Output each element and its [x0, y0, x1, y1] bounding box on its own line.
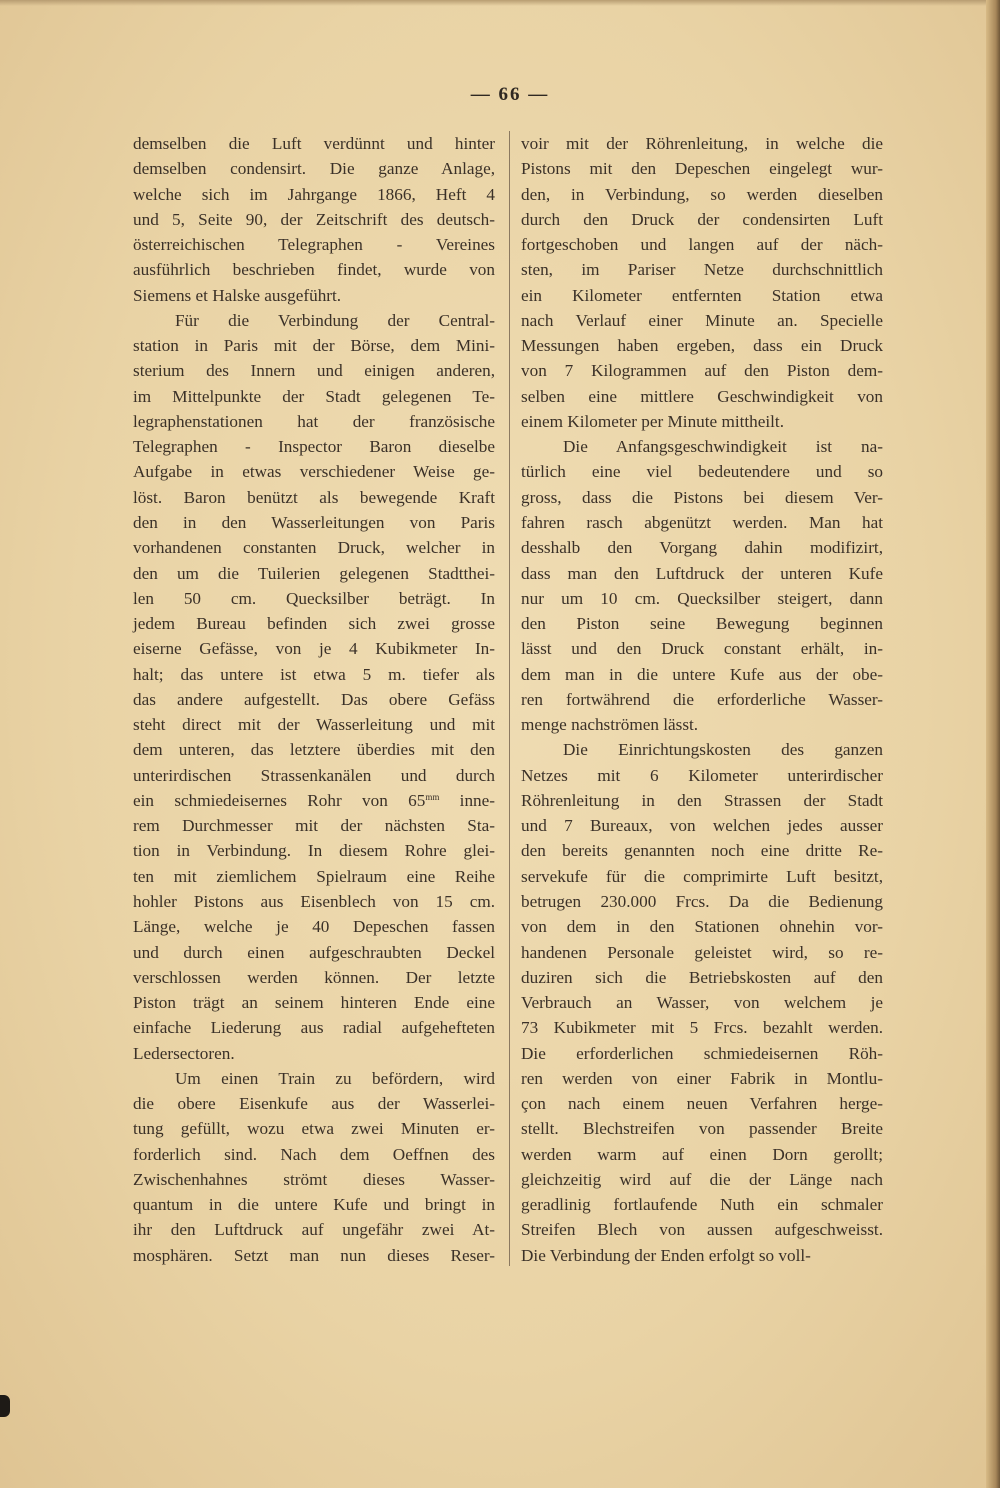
text-line-main: forderlich sind. Nach dem Oeffnen des: [133, 1144, 495, 1164]
page-number: — 66 —: [470, 84, 550, 105]
text-line: [521, 788, 883, 813]
text-line-main: und 5, Seite 90, der Zeitschrift des deutsch-: [133, 209, 495, 229]
text-line: [521, 1243, 883, 1268]
text-line: [521, 611, 883, 636]
text-line-main: und durch einen aufgeschraubten Deckel: [133, 942, 495, 962]
text-line-main: Um einen Train zu befördern, wird: [175, 1068, 495, 1088]
text-line: [133, 914, 495, 939]
text-line-main: Netzes mit 6 Kilometer unterirdischer: [521, 765, 883, 785]
text-line: [133, 1015, 495, 1040]
text-line: [133, 813, 495, 838]
text-line-main: den bereits genannten noch eine dritte Re-: [521, 841, 883, 861]
text-line: [133, 940, 495, 965]
text-line: [133, 763, 495, 788]
text-line: [521, 1041, 883, 1066]
text-line-main: ein schmiedeisernes Rohr von 65: [133, 790, 426, 810]
text-line-main: desshalb den Vorgang dahin modifizirt,: [521, 538, 883, 558]
text-line: [521, 409, 883, 434]
text-line: [133, 434, 495, 459]
text-line: [521, 1217, 883, 1242]
text-line: [133, 510, 495, 535]
text-line: [133, 257, 495, 282]
text-line: [521, 459, 883, 484]
text-line: [133, 1217, 495, 1242]
text-line: [133, 1116, 495, 1141]
left-column: [133, 131, 495, 1268]
text-line: [133, 990, 495, 1015]
text-line: [521, 131, 883, 156]
text-line: [133, 1066, 495, 1091]
text-line-main: Zwischenhahnes strömt dieses Wasser-: [133, 1169, 495, 1189]
text-line-main: sten, im Pariser Netze durchschnittlich: [521, 260, 883, 280]
text-line: [133, 182, 495, 207]
text-line: [521, 485, 883, 510]
text-line: [521, 889, 883, 914]
text-line: [133, 838, 495, 863]
text-line: [521, 1167, 883, 1192]
text-line: [521, 333, 883, 358]
text-line-main: sterium des Innern und einigen anderen,: [133, 361, 495, 381]
text-line-main: österreichischen Telegraphen - Vereines: [133, 235, 495, 255]
text-line-main: Die Einrichtungskosten des ganzen: [563, 740, 883, 760]
text-line: [521, 965, 883, 990]
text-line: [521, 1091, 883, 1116]
text-line: [133, 662, 495, 687]
text-line-rest: inne-: [439, 790, 495, 810]
text-line: [521, 182, 883, 207]
text-line-main: betrugen 230.000 Frcs. Da die Bedienung: [521, 891, 883, 911]
text-line-main: Die Anfangsgeschwindigkeit ist na-: [563, 437, 883, 457]
text-line: [521, 1066, 883, 1091]
right-column: [521, 131, 883, 1268]
text-line-main: Röhrenleitung in den Strassen der Stadt: [521, 790, 883, 810]
text-line-main: geradlinig fortlaufende Nuth ein schmaler: [521, 1195, 883, 1215]
text-line-main: demselben condensirt. Die ganze Anlage,: [133, 159, 495, 179]
text-line: [521, 813, 883, 838]
text-line: [133, 712, 495, 737]
text-line: [521, 1116, 883, 1141]
text-line: [133, 737, 495, 762]
text-line-main: lässt und den Druck constant erhält, in-: [521, 639, 883, 659]
text-line: [521, 434, 883, 459]
page-right-edge: [986, 0, 1000, 1488]
text-line-main: nur um 10 cm. Quecksilber steigert, dann: [521, 588, 883, 608]
text-line-main: hohler Pistons aus Eisenblech von 15 cm.: [133, 891, 495, 911]
text-line-main: durch den Druck der condensirten Luft: [521, 209, 883, 229]
text-line-main: Für die Verbindung der Central-: [175, 310, 495, 330]
text-line: [133, 1243, 495, 1268]
text-line-main: Ledersectoren.: [133, 1043, 235, 1063]
text-line: [133, 485, 495, 510]
text-line-main: demselben die Luft verdünnt und hinter: [133, 134, 495, 153]
text-line-main: duziren sich die Betriebskosten auf den: [521, 967, 883, 987]
text-line: [521, 687, 883, 712]
text-line-main: den, in Verbindung, so werden dieselben: [521, 184, 883, 204]
text-line-main: einem Kilometer per Minute mittheilt.: [521, 411, 784, 431]
text-line-main: türlich eine viel bedeutendere und so: [521, 462, 883, 482]
text-line: [521, 156, 883, 181]
text-line: [521, 232, 883, 257]
text-line-main: einfache Liederung aus radial aufgehefteten: [133, 1018, 495, 1038]
text-line: [133, 611, 495, 636]
text-line-main: Die erforderlichen schmiedeisernen Röh-: [521, 1043, 883, 1063]
text-line: [133, 308, 495, 333]
text-line-main: dass man den Luftdruck der unteren Kufe: [521, 563, 883, 583]
text-line-main: legraphenstationen hat der französische: [133, 411, 495, 431]
text-line-main: Die Verbindung der Enden erfolgt so voll-: [521, 1245, 811, 1265]
text-line-main: voir mit der Röhrenleitung, in welche die: [521, 134, 883, 153]
text-line: [521, 737, 883, 762]
text-line-main: im Mittelpunkte der Stadt gelegenen Te-: [133, 386, 495, 406]
text-line-main: handenen Personale geleistet wird, so re-: [521, 942, 883, 962]
text-line: [521, 561, 883, 586]
text-line-main: nach Verlauf einer Minute an. Specielle: [521, 310, 883, 330]
text-line-main: fahren rasch abgenützt werden. Man hat: [521, 512, 883, 532]
text-line: [521, 384, 883, 409]
text-line: [133, 358, 495, 383]
text-line: [133, 156, 495, 181]
text-line-main: dem unteren, das letztere überdies mit den: [133, 740, 495, 760]
text-line: [521, 1015, 883, 1040]
text-line-main: 73 Kubikmeter mit 5 Frcs. bezahlt werden.: [521, 1018, 883, 1038]
text-line-main: löst. Baron benützt als bewegende Kraft: [133, 487, 495, 507]
text-line-main: tung gefüllt, wozu etwa zwei Minuten er-: [133, 1119, 495, 1139]
text-line-main: welche sich im Jahrgange 1866, Heft 4: [133, 184, 495, 204]
text-line-main: Messungen haben ergeben, dass ein Druck: [521, 336, 883, 356]
text-line-main: von 7 Kilogrammen auf den Piston dem-: [521, 361, 883, 381]
text-line: [521, 662, 883, 687]
text-line-main: len 50 cm. Quecksilber beträgt. In: [133, 588, 495, 608]
text-line-main: Länge, welche je 40 Depeschen fassen: [133, 917, 495, 937]
text-line-main: ren werden von einer Fabrik in Montlu-: [521, 1068, 883, 1088]
text-line-main: und 7 Bureaux, von welchen jedes ausser: [521, 816, 883, 836]
text-line: [521, 990, 883, 1015]
text-line-main: unterirdischen Strassenkanälen und durch: [133, 765, 495, 785]
text-line-main: von dem in den Stationen ohnehin vor-: [521, 917, 883, 937]
text-line: [521, 358, 883, 383]
text-line: [521, 510, 883, 535]
text-line: [133, 535, 495, 560]
superscript-unit: mm: [425, 791, 440, 802]
text-line: [521, 207, 883, 232]
text-line-main: verschlossen werden können. Der letzte: [133, 967, 495, 987]
text-line-main: ten mit ziemlichem Spielraum eine Reihe: [133, 866, 495, 886]
text-line: [521, 914, 883, 939]
text-line: [521, 712, 883, 737]
text-line-main: werden warm auf einen Dorn gerollt;: [521, 1144, 883, 1164]
text-line: [133, 561, 495, 586]
text-line-main: Piston trägt an seinem hinteren Ende eine: [133, 993, 495, 1013]
text-line: [133, 207, 495, 232]
text-line: [521, 586, 883, 611]
text-line-main: jedem Bureau befinden sich zwei grosse: [133, 614, 495, 634]
text-line-main: Siemens et Halske ausgeführt.: [133, 285, 342, 305]
text-line-main: den um die Tuilerien gelegenen Stadtthei-: [133, 563, 495, 583]
text-line-main: gleichzeitig wird auf die der Länge nach: [521, 1169, 883, 1189]
text-line: [521, 535, 883, 560]
text-line: [521, 1142, 883, 1167]
text-line-main: vorhandenen constanten Druck, welcher in: [133, 538, 495, 558]
text-line-main: servekufe für die comprimirte Luft besitzt,: [521, 866, 883, 886]
text-line: [133, 1142, 495, 1167]
text-line-main: Telegraphen - Inspector Baron dieselbe: [133, 437, 495, 457]
text-line: [521, 864, 883, 889]
text-line: [133, 409, 495, 434]
text-line: [133, 1167, 495, 1192]
text-line-main: ein Kilometer entfernten Station etwa: [521, 285, 883, 305]
text-line: [521, 1192, 883, 1217]
text-line-main: gross, dass die Pistons bei diesem Ver-: [521, 487, 883, 507]
text-line: [521, 763, 883, 788]
text-line: [521, 257, 883, 282]
text-line: [133, 636, 495, 661]
text-line-main: den Piston seine Bewegung beginnen: [521, 614, 883, 634]
text-line: [133, 459, 495, 484]
binding-mark: [0, 1395, 10, 1417]
text-line-main: Verbrauch an Wasser, von welchem je: [521, 993, 883, 1013]
text-line-main: menge nachströmen lässt.: [521, 715, 699, 735]
text-line-main: dem man in die untere Kufe aus der obe-: [521, 664, 883, 684]
text-line: [133, 586, 495, 611]
text-line-main: das andere aufgestellt. Das obere Gefäss: [133, 689, 495, 709]
text-line-main: eiserne Gefässe, von je 4 Kubikmeter In-: [133, 639, 495, 659]
text-line-main: tion in Verbindung. In diesem Rohre glei-: [133, 841, 495, 861]
text-line: [521, 308, 883, 333]
text-line-main: Streifen Blech von aussen aufgeschweisst.: [521, 1220, 883, 1240]
text-line: [133, 788, 495, 813]
text-line: [133, 1091, 495, 1116]
text-line: [133, 384, 495, 409]
text-line: [133, 1041, 495, 1066]
text-line: [133, 889, 495, 914]
text-line-main: steht direct mit der Wasserleitung und mit: [133, 715, 495, 735]
text-line: [521, 940, 883, 965]
text-line: [521, 636, 883, 661]
column-divider: [509, 131, 510, 1266]
text-line-main: ausführlich beschrieben findet, wurde von: [133, 260, 495, 280]
page-top-edge: [0, 0, 1000, 6]
text-line-main: den in den Wasserleitungen von Paris: [133, 512, 495, 532]
text-line-main: station in Paris mit der Börse, dem Mini-: [133, 336, 495, 356]
text-line: [133, 965, 495, 990]
text-line-main: fortgeschoben und langen auf der näch-: [521, 235, 883, 255]
text-line: [521, 838, 883, 863]
text-line-main: rem Durchmesser mit der nächsten Sta-: [133, 816, 495, 836]
text-line: [521, 283, 883, 308]
text-line-main: selben eine mittlere Geschwindigkeit von: [521, 386, 883, 406]
text-line-main: Aufgabe in etwas verschiedener Weise ge-: [133, 462, 495, 482]
text-line: [133, 232, 495, 257]
text-line: [133, 687, 495, 712]
text-line: [133, 283, 495, 308]
text-line-main: halt; das untere ist etwa 5 m. tiefer als: [133, 664, 495, 684]
text-line-main: quantum in die untere Kufe und bringt in: [133, 1195, 495, 1215]
text-line: [133, 1192, 495, 1217]
text-line-main: çon nach einem neuen Verfahren herge-: [521, 1094, 883, 1114]
text-line-main: stellt. Blechstreifen von passender Breite: [521, 1119, 883, 1139]
text-line-main: Pistons mit den Depeschen eingelegt wur-: [521, 159, 883, 179]
text-line-main: ren fortwährend die erforderliche Wasser-: [521, 689, 883, 709]
text-line: [133, 131, 495, 156]
text-line-main: mosphären. Setzt man nun dieses Reser-: [133, 1245, 495, 1265]
text-line: [133, 333, 495, 358]
text-line-main: die obere Eisenkufe aus der Wasserlei-: [133, 1094, 495, 1114]
text-line: [133, 864, 495, 889]
text-line-main: ihr den Luftdruck auf ungefähr zwei At-: [133, 1220, 495, 1240]
